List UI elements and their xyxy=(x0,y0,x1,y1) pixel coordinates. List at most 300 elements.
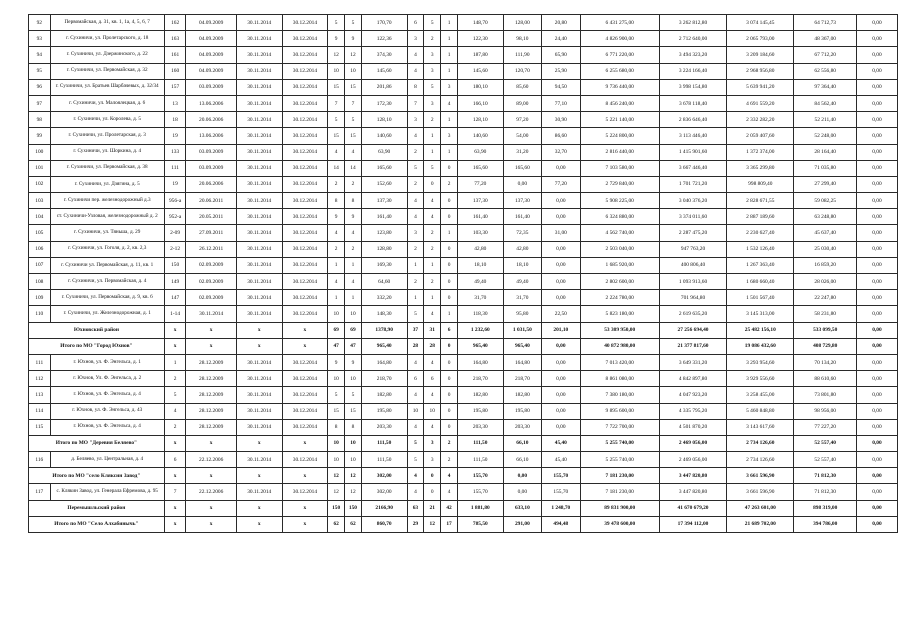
cell-date3: 30.12.2014 xyxy=(282,484,328,500)
cell-p3: 3 xyxy=(441,128,458,144)
cell-z: 0,00 xyxy=(856,209,897,225)
cell-id: 163 xyxy=(164,31,186,47)
cell-a3: 0,00 xyxy=(542,257,580,273)
cell-m1: 2 729 840,00 xyxy=(580,176,659,192)
cell-a1: 118,30 xyxy=(457,306,503,322)
cell-a2: 97,20 xyxy=(503,112,541,128)
cell-m4: 67 712,20 xyxy=(794,47,857,63)
cell-a1: 111,50 xyxy=(457,452,503,468)
row-number: 106 xyxy=(29,241,51,257)
cell-p1: 4 xyxy=(407,387,424,403)
cell-id: 157 xyxy=(164,79,186,95)
cell-k2: 8 xyxy=(345,419,362,435)
cell-m2: 4 047 923,20 xyxy=(659,387,726,403)
cell-m2: 17 394 112,00 xyxy=(659,516,726,532)
cell-date1: 22.12.2006 xyxy=(186,484,236,500)
cell-p3: 1 xyxy=(441,15,458,31)
address-cell: г. Сухиничи, ул. Братьев Шарбачевых, д. 32/34 xyxy=(50,79,164,95)
cell-a2: 31,20 xyxy=(503,144,541,160)
cell-p2: 5 xyxy=(424,15,441,31)
cell-m1: 6 324 880,00 xyxy=(580,209,659,225)
cell-a3: 155,70 xyxy=(542,484,580,500)
address-cell: г. Юхнов, ул. Ф. Энгельса, д. 4 xyxy=(50,387,164,403)
cell-id: 1 xyxy=(164,354,186,370)
address-cell: г. Юхнов, Ул. Ф. Энгельса, д. 2 xyxy=(50,371,164,387)
cell-m3: 3 929 556,60 xyxy=(727,371,794,387)
cell-p3: 3 xyxy=(441,79,458,95)
cell-k1: 2 xyxy=(328,241,345,257)
cell-m4: 98 956,00 xyxy=(794,403,857,419)
address-cell: г. Юхнов, ул. Ф. Энгельса, д. 4 xyxy=(50,419,164,435)
cell-p1: 2 xyxy=(407,241,424,257)
cell-m2: 3 447 820,80 xyxy=(659,468,726,484)
cell-p1: 1 xyxy=(407,290,424,306)
cell-a2: 98,10 xyxy=(503,31,541,47)
cell-m2: 3 040 376,20 xyxy=(659,193,726,209)
cell-id: x xyxy=(164,435,186,451)
cell-date2: 30.11.2014 xyxy=(236,144,282,160)
cell-k1: 1 xyxy=(328,290,345,306)
cell-m3: 3 661 596,90 xyxy=(727,484,794,500)
cell-p1: 2 xyxy=(407,274,424,290)
cell-date3: 30.12.2014 xyxy=(282,15,328,31)
table-row xyxy=(29,354,898,370)
cell-m4: 27 299,40 xyxy=(794,176,857,192)
cell-k1: 12 xyxy=(328,47,345,63)
cell-p1: 1 xyxy=(407,257,424,273)
table-row xyxy=(29,306,898,322)
cell-id: 149 xyxy=(164,274,186,290)
cell-k1: 8 xyxy=(328,193,345,209)
cell-p2: 2 xyxy=(424,225,441,241)
total-label: Юхновский район xyxy=(29,322,165,338)
cell-date1: 20.06.2006 xyxy=(186,176,236,192)
cell-p1: 5 xyxy=(407,452,424,468)
cell-m2: 41 670 679,20 xyxy=(659,500,726,516)
cell-a1: 161,40 xyxy=(457,209,503,225)
cell-m1: 89 831 900,00 xyxy=(580,500,659,516)
cell-a2: 195,80 xyxy=(503,403,541,419)
cell-m4: 70 134,20 xyxy=(794,354,857,370)
cell-m1: 5 255 740,00 xyxy=(580,435,659,451)
cell-m4: 71 035,80 xyxy=(794,160,857,176)
cell-date1: 04.09.2009 xyxy=(186,63,236,79)
cell-date1: 04.09.2009 xyxy=(186,31,236,47)
cell-id: 18 xyxy=(164,112,186,128)
cell-a2: 66,10 xyxy=(503,452,541,468)
cell-date3: 30.12.2014 xyxy=(282,403,328,419)
cell-p3: 42 xyxy=(441,500,458,516)
cell-a1: 128,10 xyxy=(457,112,503,128)
cell-z: 0,00 xyxy=(856,306,897,322)
cell-date1: 03.09.2009 xyxy=(186,144,236,160)
cell-m3: 2 065 793,00 xyxy=(727,31,794,47)
cell-m1: 1 685 920,00 xyxy=(580,257,659,273)
cell-m2: 4 335 795,20 xyxy=(659,403,726,419)
cell-z: 0,00 xyxy=(856,176,897,192)
cell-p2: 1 xyxy=(424,290,441,306)
cell-m4: 73 801,80 xyxy=(794,387,857,403)
cell-a2: 31,70 xyxy=(503,290,541,306)
cell-z: 0,00 xyxy=(856,47,897,63)
cell-date3: 30.12.2014 xyxy=(282,241,328,257)
cell-date2: 30.11.2014 xyxy=(236,274,282,290)
cell-p1: 4 xyxy=(407,354,424,370)
cell-m3: 47 263 601,00 xyxy=(727,500,794,516)
cell-m4: 97 364,40 xyxy=(794,79,857,95)
cell-a3: 65,90 xyxy=(542,47,580,63)
cell-date3: 30.12.2014 xyxy=(282,63,328,79)
cell-date2: 30.11.2014 xyxy=(236,225,282,241)
cell-id: x xyxy=(164,468,186,484)
cell-k1: 10 xyxy=(328,435,345,451)
cell-a2: 111,90 xyxy=(503,47,541,63)
cell-p2: 4 xyxy=(424,306,441,322)
cell-m1: 40 872 980,00 xyxy=(580,338,659,354)
cell-k2: 1 xyxy=(345,290,362,306)
cell-k1: 5 xyxy=(328,15,345,31)
cell-a3: 0,00 xyxy=(542,193,580,209)
cell-p1: 4 xyxy=(407,128,424,144)
cell-m4: 58 231,80 xyxy=(794,306,857,322)
cell-date1: 26.12.2011 xyxy=(186,241,236,257)
cell-p1: 4 xyxy=(407,47,424,63)
cell-p2: 4 xyxy=(424,209,441,225)
cell-p1: 29 xyxy=(407,516,424,532)
cell-p2: 2 xyxy=(424,112,441,128)
cell-z: 0,00 xyxy=(856,290,897,306)
cell-date1: 03.09.2009 xyxy=(186,79,236,95)
cell-k1: 9 xyxy=(328,209,345,225)
cell-m3: 2 734 126,60 xyxy=(727,452,794,468)
cell-k1: 2 xyxy=(328,176,345,192)
cell-m4: 52 557,40 xyxy=(794,435,857,451)
cell-m3: 2 332 282,20 xyxy=(727,112,794,128)
cell-date2: 30.11.2014 xyxy=(236,354,282,370)
cell-a1: 1 232,60 xyxy=(457,322,503,338)
address-cell: г. Сухиничи, ул. Первомайская, д. 4 xyxy=(50,274,164,290)
row-number: 105 xyxy=(29,225,51,241)
cell-p2: 0 xyxy=(424,468,441,484)
cell-m4: 52 557,40 xyxy=(794,452,857,468)
address-cell: г. Сухиничи, ул. Малоялецкая, д. 6 xyxy=(50,95,164,111)
cell-m3: 1 680 660,40 xyxy=(727,274,794,290)
cell-area: 332,20 xyxy=(361,290,407,306)
cell-k2: 12 xyxy=(345,47,362,63)
cell-area: 140,60 xyxy=(361,128,407,144)
total-label: Итого по МО "Деревня Беляево" xyxy=(29,435,165,451)
cell-p1: 4 xyxy=(407,209,424,225)
cell-m4: 25 030,40 xyxy=(794,241,857,257)
cell-p3: 0 xyxy=(441,193,458,209)
address-cell: с. Клякин Завод, ул. Генерала Ефремова, д. 95 xyxy=(50,484,164,500)
cell-m4: 88 610,60 xyxy=(794,371,857,387)
cell-a2: 633,10 xyxy=(503,500,541,516)
cell-m1: 7 103 580,00 xyxy=(580,160,659,176)
cell-k1: 47 xyxy=(328,338,345,354)
cell-date2: x xyxy=(236,516,282,532)
cell-a3: 30,90 xyxy=(542,112,580,128)
cell-a2: 0,00 xyxy=(503,468,541,484)
cell-date2: 30.11.2014 xyxy=(236,193,282,209)
cell-area: 170,70 xyxy=(361,15,407,31)
cell-area: 218,70 xyxy=(361,371,407,387)
cell-m2: 1 415 901,60 xyxy=(659,144,726,160)
cell-m2: 1 701 721,20 xyxy=(659,176,726,192)
total-row xyxy=(29,516,898,532)
cell-a1: 145,60 xyxy=(457,63,503,79)
cell-k2: 69 xyxy=(345,322,362,338)
cell-m2: 1 093 913,60 xyxy=(659,274,726,290)
total-row xyxy=(29,338,898,354)
cell-m2: 701 964,80 xyxy=(659,290,726,306)
cell-k1: 4 xyxy=(328,225,345,241)
cell-m1: 53 309 950,00 xyxy=(580,322,659,338)
cell-id: 4 xyxy=(164,403,186,419)
cell-date3: 30.12.2014 xyxy=(282,160,328,176)
cell-a3: 494,48 xyxy=(542,516,580,532)
cell-id: 19 xyxy=(164,128,186,144)
cell-p1: 2 xyxy=(407,144,424,160)
cell-p3: 1 xyxy=(441,63,458,79)
cell-m3: 3 143 617,60 xyxy=(727,419,794,435)
cell-m1: 6 255 680,00 xyxy=(580,63,659,79)
cell-a3: 20,80 xyxy=(542,15,580,31)
cell-area: 164,80 xyxy=(361,354,407,370)
cell-a3: 32,70 xyxy=(542,144,580,160)
cell-date1: 20.06.2011 xyxy=(186,193,236,209)
cell-p3: 4 xyxy=(441,484,458,500)
cell-m1: 4 826 900,00 xyxy=(580,31,659,47)
cell-date2: 30.11.2014 xyxy=(236,15,282,31)
address-cell: г. Сухиничи, ул. Первомайская, д. 9, кв. 6 xyxy=(50,290,164,306)
cell-a2: 165,60 xyxy=(503,160,541,176)
cell-date2: x xyxy=(236,468,282,484)
cell-k1: 5 xyxy=(328,112,345,128)
cell-m3: 3 145 313,00 xyxy=(727,306,794,322)
table-row xyxy=(29,484,898,500)
cell-date2: 30.11.2014 xyxy=(236,257,282,273)
cell-date2: 30.11.2014 xyxy=(236,63,282,79)
cell-a3: 0,00 xyxy=(542,387,580,403)
cell-k1: 9 xyxy=(328,354,345,370)
cell-area: 161,40 xyxy=(361,209,407,225)
cell-date3: x xyxy=(282,500,328,516)
address-cell: г. Сухиничи, ул. Первомайская, д. 38 xyxy=(50,160,164,176)
cell-k1: 15 xyxy=(328,79,345,95)
cell-m2: 4 501 870,20 xyxy=(659,419,726,435)
total-label: Перемышльский район xyxy=(29,500,165,516)
cell-z: 0,00 xyxy=(856,241,897,257)
cell-a2: 0,00 xyxy=(503,176,541,192)
table-row xyxy=(29,371,898,387)
cell-k2: 9 xyxy=(345,354,362,370)
cell-m2: 3 224 166,40 xyxy=(659,63,726,79)
cell-m2: 3 262 812,80 xyxy=(659,15,726,31)
cell-k2: 150 xyxy=(345,500,362,516)
cell-p3: 1 xyxy=(441,225,458,241)
cell-a3: 22,50 xyxy=(542,306,580,322)
cell-k1: 4 xyxy=(328,144,345,160)
cell-a2: 54,00 xyxy=(503,128,541,144)
cell-id: 133 xyxy=(164,144,186,160)
cell-z: 0,00 xyxy=(856,274,897,290)
cell-m2: 2 469 056,00 xyxy=(659,435,726,451)
cell-id: 111 xyxy=(164,160,186,176)
housing-program-table xyxy=(28,14,898,533)
cell-a1: 49,40 xyxy=(457,274,503,290)
cell-date2: 30.11.2014 xyxy=(236,419,282,435)
cell-p3: 0 xyxy=(441,354,458,370)
cell-p1: 4 xyxy=(407,419,424,435)
cell-a3: 86,60 xyxy=(542,128,580,144)
cell-m1: 6 431 275,00 xyxy=(580,15,659,31)
cell-date3: 30.12.2014 xyxy=(282,354,328,370)
cell-date2: 30.11.2014 xyxy=(236,128,282,144)
cell-m4: 52 211,40 xyxy=(794,112,857,128)
cell-p1: 3 xyxy=(407,112,424,128)
cell-p3: 17 xyxy=(441,516,458,532)
cell-a2: 66,10 xyxy=(503,435,541,451)
cell-p2: 1 xyxy=(424,257,441,273)
cell-m4: 28 026,00 xyxy=(794,274,857,290)
cell-id: 2-09 xyxy=(164,225,186,241)
cell-date1: 03.09.2009 xyxy=(186,160,236,176)
cell-k2: 2 xyxy=(345,176,362,192)
cell-k1: 7 xyxy=(328,95,345,111)
table-row xyxy=(29,47,898,63)
cell-z: 0,00 xyxy=(856,15,897,31)
cell-p3: 4 xyxy=(441,95,458,111)
cell-a1: 42,80 xyxy=(457,241,503,257)
cell-m1: 7 181 230,00 xyxy=(580,484,659,500)
total-row xyxy=(29,500,898,516)
cell-date1: 02.09.2009 xyxy=(186,274,236,290)
cell-p1: 63 xyxy=(407,500,424,516)
cell-p1: 5 xyxy=(407,160,424,176)
cell-m2: 2 619 635,20 xyxy=(659,306,726,322)
cell-a2: 49,40 xyxy=(503,274,541,290)
cell-p2: 5 xyxy=(424,160,441,176)
cell-a2: 137,30 xyxy=(503,193,541,209)
cell-m1: 7 380 180,00 xyxy=(580,387,659,403)
cell-m2: 2 469 056,00 xyxy=(659,452,726,468)
cell-m3: 1 532 126,40 xyxy=(727,241,794,257)
cell-a3: 94,50 xyxy=(542,79,580,95)
cell-id: 13 xyxy=(164,95,186,111)
row-number: 95 xyxy=(29,63,51,79)
cell-p2: 4 xyxy=(424,419,441,435)
cell-p3: 4 xyxy=(441,468,458,484)
cell-date3: 30.12.2014 xyxy=(282,290,328,306)
cell-a2: 89,00 xyxy=(503,95,541,111)
address-cell: г. Сухиничи пер. железнодорожный д.3 xyxy=(50,193,164,209)
cell-p3: 2 xyxy=(441,176,458,192)
cell-a1: 122,30 xyxy=(457,31,503,47)
cell-id: 952-а xyxy=(164,209,186,225)
cell-date2: 30.11.2014 xyxy=(236,290,282,306)
cell-m4: 898 319,00 xyxy=(794,500,857,516)
cell-m3: 998 809,40 xyxy=(727,176,794,192)
cell-id: 161 xyxy=(164,47,186,63)
cell-z: 0,00 xyxy=(856,484,897,500)
cell-k2: 10 xyxy=(345,63,362,79)
cell-area: 111,50 xyxy=(361,435,407,451)
cell-area: 182,80 xyxy=(361,387,407,403)
cell-date1: x xyxy=(186,435,236,451)
cell-a1: 187,80 xyxy=(457,47,503,63)
cell-m1: 39 478 600,00 xyxy=(580,516,659,532)
cell-id: 150 xyxy=(164,257,186,273)
cell-m2: 3 447 820,80 xyxy=(659,484,726,500)
cell-a1: 165,60 xyxy=(457,160,503,176)
cell-m3: 21 689 702,00 xyxy=(727,516,794,532)
cell-k1: 10 xyxy=(328,452,345,468)
cell-date2: 30.11.2014 xyxy=(236,306,282,322)
cell-m3: 3 365 299,80 xyxy=(727,160,794,176)
cell-date1: 28.12.2009 xyxy=(186,354,236,370)
cell-m1: 2 816 440,00 xyxy=(580,144,659,160)
cell-area: 111,50 xyxy=(361,452,407,468)
cell-a1: 965,40 xyxy=(457,338,503,354)
cell-k2: 62 xyxy=(345,516,362,532)
cell-area: 137,30 xyxy=(361,193,407,209)
cell-m3: 2 828 671,55 xyxy=(727,193,794,209)
cell-a3: 31,00 xyxy=(542,225,580,241)
row-number: 99 xyxy=(29,128,51,144)
row-number: 111 xyxy=(29,354,51,370)
row-number: 102 xyxy=(29,176,51,192)
cell-id: 6 xyxy=(164,452,186,468)
cell-area: 152,60 xyxy=(361,176,407,192)
cell-a1: 148,70 xyxy=(457,15,503,31)
cell-date1: 28.12.2009 xyxy=(186,419,236,435)
address-cell: д. Беляево, ул. Центральная, д. 4 xyxy=(50,452,164,468)
cell-a2: 1 031,50 xyxy=(503,322,541,338)
cell-area: 302,00 xyxy=(361,468,407,484)
cell-k1: 15 xyxy=(328,128,345,144)
cell-id: x xyxy=(164,500,186,516)
table-row xyxy=(29,225,898,241)
cell-date3: 30.12.2014 xyxy=(282,274,328,290)
cell-z: 0,00 xyxy=(856,128,897,144)
cell-p2: 3 xyxy=(424,95,441,111)
cell-p2: 2 xyxy=(424,274,441,290)
cell-area: 201,86 xyxy=(361,79,407,95)
cell-a1: 63,90 xyxy=(457,144,503,160)
address-cell: г. Сухиничи, ул. Гоголя, д. 2, кв. 2,3 xyxy=(50,241,164,257)
cell-m1: 4 562 740,00 xyxy=(580,225,659,241)
cell-date2: 30.11.2014 xyxy=(236,95,282,111)
cell-date1: 30.11.2014 xyxy=(186,306,236,322)
cell-date3: 30.12.2014 xyxy=(282,306,328,322)
address-cell: г. Юхнов, ул. Ф. Энгельса, д. 1 xyxy=(50,354,164,370)
cell-m3: 1 267 363,40 xyxy=(727,257,794,273)
cell-date3: 30.12.2014 xyxy=(282,47,328,63)
cell-z: 0,00 xyxy=(856,193,897,209)
total-row xyxy=(29,435,898,451)
table-row xyxy=(29,290,898,306)
cell-p3: 0 xyxy=(441,371,458,387)
cell-m1: 9 736 440,00 xyxy=(580,79,659,95)
cell-p1: 3 xyxy=(407,31,424,47)
row-number: 100 xyxy=(29,144,51,160)
cell-m4: 64 712,73 xyxy=(794,15,857,31)
cell-p2: 6 xyxy=(424,371,441,387)
cell-date1: 28.12.2009 xyxy=(186,387,236,403)
cell-z: 0,00 xyxy=(856,516,897,532)
cell-date1: x xyxy=(186,322,236,338)
